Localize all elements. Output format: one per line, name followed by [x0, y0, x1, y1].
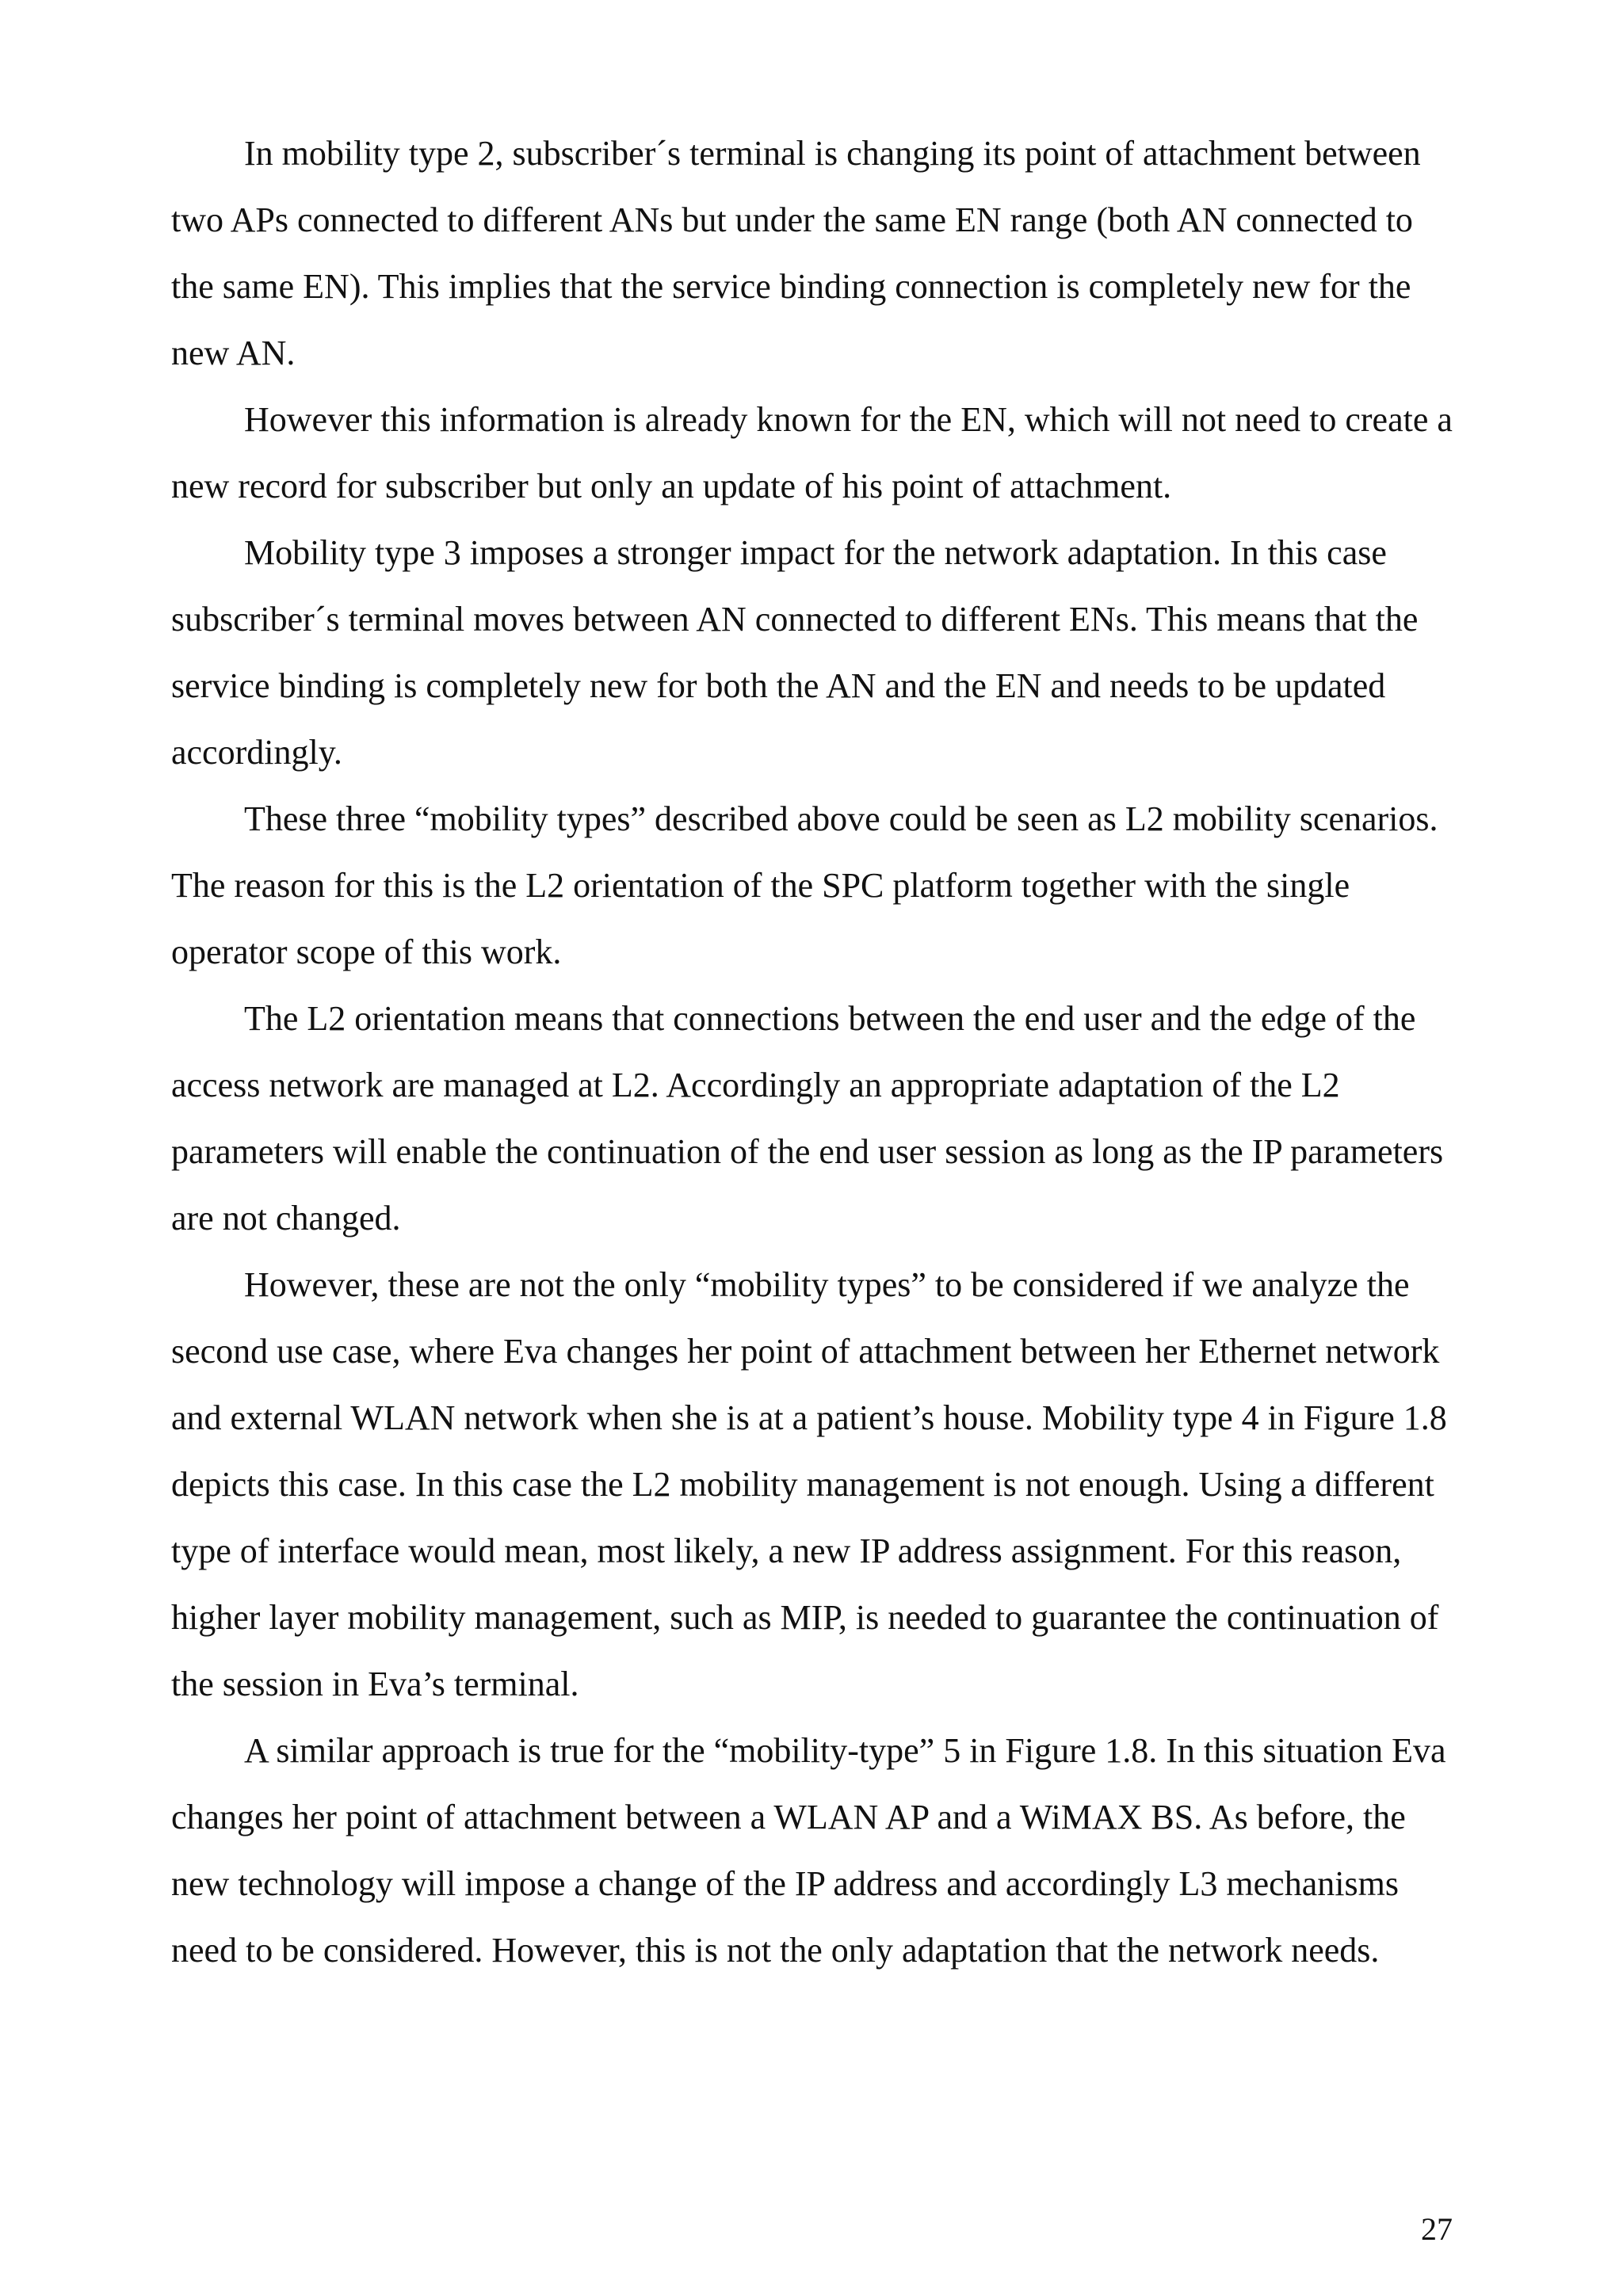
paragraph-mobility-type-2: In mobility type 2, subscriber´s terminal is changing its point of attachment between two APs connected to different ANs but under the same EN range (both AN connected to the same EN). This implies that the service binding connection is completely new for the new AN.	[171, 134, 1421, 372]
paragraph-mobility-type-4: However, these are not the only “mobility types” to be considered if we analyze the second use case, where Eva changes her point of attachment between her Ethernet network and external WLAN network when she is at a patient’s house. Mobility type 4 in Figure 1.8 depicts this case. In this case the L2 mobility management is not enough. Using a different type of interface would mean, most likely, a new IP address assignment. For this reason, higher layer mobility management, such as MIP, is needed to guarantee the continuation of the session in Eva’s terminal.	[171, 1265, 1447, 1703]
paragraph-mobility-type-5: A similar approach is true for the “mobility-type” 5 in Figure 1.8. In this situation Eva changes her point of attachment between a WLAN AP and a WiMAX BS. As before, the new technology will impose a change of the IP address and accordingly L3 mechanisms need to be considered. However, this is not the only adaptation that the network needs.	[171, 1731, 1446, 1970]
paragraph-mobility-type-3: Mobility type 3 imposes a stronger impact for the network adaptation. In this case subscriber´s terminal moves between AN connected to different ENs. This means that the service binding is completely new for both the AN and the EN and needs to be updated accordingly.	[171, 533, 1419, 772]
document-page	[171, 120, 1455, 1984]
paragraph-l2-mobility-scenarios: These three “mobility types” described above could be seen as L2 mobility scenarios. The reason for this is the L2 orientation of the SPC platform together with the single operator scope of this work.	[171, 799, 1438, 971]
paragraph-l2-orientation: The L2 orientation means that connections between the end user and the edge of the access network are managed at L2. Accordingly an appropriate adaptation of the L2 parameters will enable the continuation of the end user session as long as the IP parameters are not changed.	[171, 999, 1444, 1238]
page-number: 27	[1421, 2211, 1453, 2247]
paragraph-en-known: However this information is already known for the EN, which will not need to create a new record for subscriber but only an update of his point of attachment.	[171, 400, 1453, 505]
